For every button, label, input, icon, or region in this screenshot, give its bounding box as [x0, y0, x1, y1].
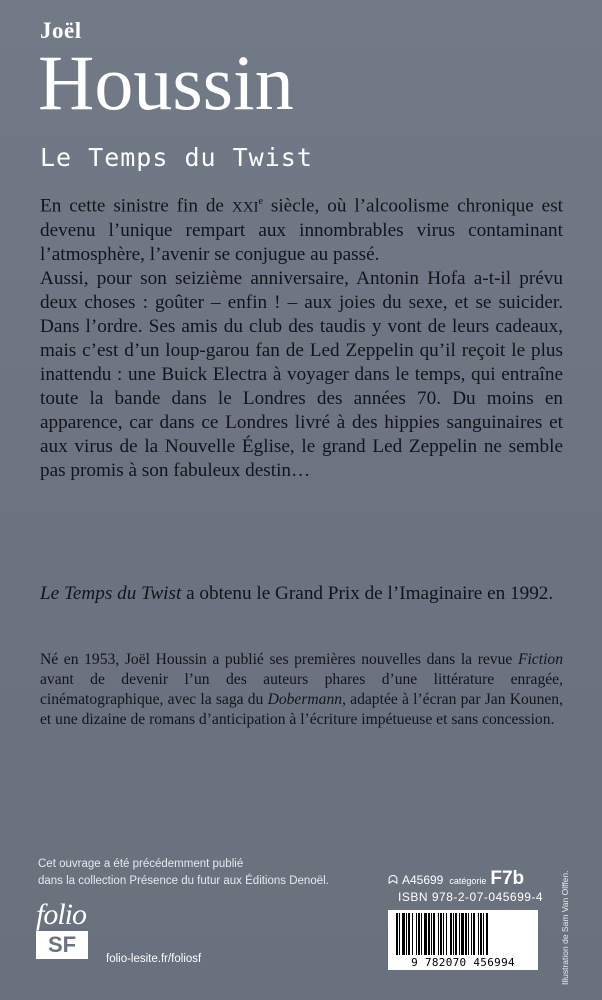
barcode-bars-icon [396, 913, 530, 955]
isbn: ISBN 978-2-07-045699-4 [398, 890, 544, 904]
logo-sf-badge: SF [36, 931, 88, 959]
bio-text: Né en 1953, Joël Houssin a publié ses premières nouvelles dans la revue [40, 651, 518, 668]
website-link[interactable]: folio-lesite.fr/foliosf [106, 953, 202, 965]
bio-magazine: Fiction [517, 651, 563, 668]
barcode [388, 910, 538, 970]
author-last-name: Houssin [38, 39, 294, 126]
product-code: A45699 [401, 873, 444, 887]
product-code-row [388, 868, 524, 890]
illustration-credit: Illustration de Sam Van Olffen. [560, 870, 570, 985]
prize-book-title: Le Temps du Twist [40, 583, 182, 604]
prize-statement [40, 582, 563, 606]
author-first-name: Joël [40, 18, 82, 43]
book-title: Le Temps du Twist [40, 143, 313, 172]
bio-text: avant de devenir l’un des auteurs phares d’une littérature enragée, cinématographique, avec la saga du [40, 671, 563, 708]
logo-folio-text: folio [36, 898, 87, 931]
prize-text: a obtenu le Grand Prix de l’Imaginaire en 1992. [181, 583, 554, 604]
publication-note [38, 856, 329, 890]
century-superscript: e [258, 196, 263, 207]
blurb-paragraph-2: Aussi, pour son seizième anniversaire, Antonin Hofa a-t-il prévu deux choses : goûter – enfin ! – aux joies du sexe, et se suicider. Dans l’ordre. Ses amis du club des taudis y vont de leurs cadeaux, mais c’est d’un loup-garou fan de Led Zeppelin qu’il reçoit le plus inattendu : une Buick Electra à voyager dans le temps, qui entraîne toute la bande dans le Londres des années 70. Du moins en apparence, car dans ce Londres livré à des hippies sanguinaires et aux virus de la Nouvelle Église, le grand Led Zeppelin ne semble pas promis à son fabuleux destin… [40, 268, 563, 482]
author-bio [40, 650, 563, 730]
category-value: F7b [490, 868, 525, 889]
century-numeral: XXI [231, 199, 259, 216]
blurb-paragraph-1 [40, 190, 563, 267]
barcode-number: 9 782070 456994 [411, 956, 515, 969]
bio-text: , adaptée à l’écran par Jan Kounen, et une dizaine de romans d’anticipation à l’écriture impétueuse et sans concession. [40, 691, 563, 728]
gallimard-mark-icon: ᗣ [388, 873, 398, 887]
folio-sf-logo [36, 898, 92, 959]
blurb-text: siècle, où l’alcoolisme chronique est devenu l’unique rempart aux innombrables virus contaminant l’atmosphère, l’avenir se conjugue au passé. [40, 195, 563, 266]
bio-saga: Dobermann [267, 691, 343, 708]
blurb-text: En cette sinistre fin de [40, 195, 232, 217]
note-line-2: dans la collection Présence du futur aux Éditions Denoël. [38, 875, 329, 887]
category-label: catégorie [449, 876, 487, 886]
blurb [40, 190, 563, 483]
note-line-1: Cet ouvrage a été précédemment publié [38, 858, 244, 870]
